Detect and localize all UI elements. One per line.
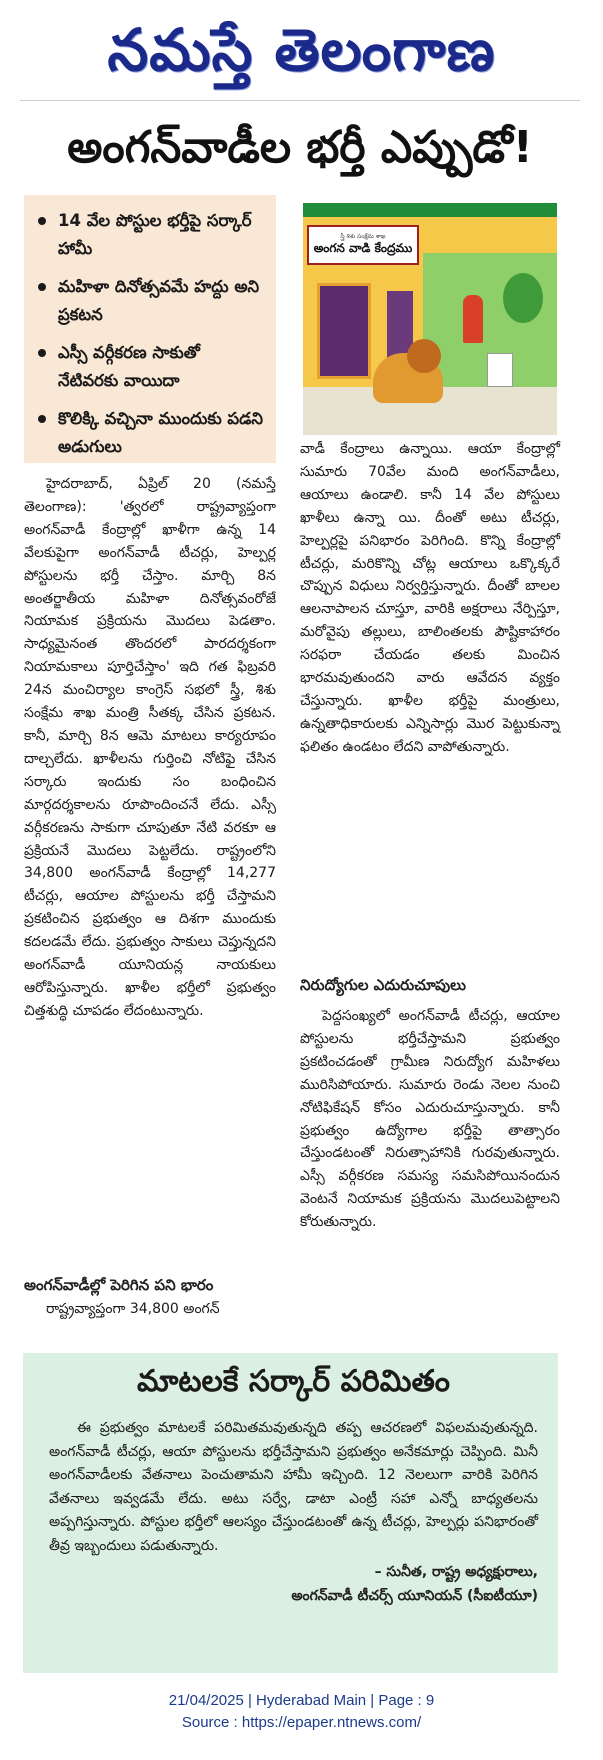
signboard-small-text: స్త్రీ శిశు సంక్షేమ శాఖ (340, 232, 386, 240)
quote-attribution (49, 1560, 538, 1608)
right-column (300, 438, 560, 759)
article-paragraph: పెద్దసంఖ్యలో అంగన్‌వాడీ టీచర్లు, ఆయాల పోస్టులను భర్తీచేస్తామని ప్రభుత్వం ప్రకటించడంతో గ్రామీణ నిరుద్యోగ మహిళలు మురిసిపోయారు. సుమారు రెండు నెలల నుంచి నోటిఫికేషన్ కోసం ఎదురుచూస్తున్నారు. కానీ ప్రభుత్వం ఉద్యోగాల భర్తీపై తాత్సారం చేస్తుండటంతో నిరుత్సాహానికి గురవుతున్నారు. ఎస్సీ వర్గీకరణ సమస్య సమసిపోయినందున వెంటనే నియామక ప్రక్రియను మొదలుపెట్టాలని కోరుతున్నారు. (300, 1008, 560, 1231)
newspaper-logo: నమస్తే తెలంగాణ (107, 16, 496, 84)
headline-block (20, 108, 580, 188)
article-paragraph: వాడీ కేంద్రాలు ఉన్నాయి. ఆయా కేంద్రాల్లో సుమారు 70వేల మంది అంగన్‌వాడీలు, ఆయాలు ఉండాలి. కానీ 14 వేల పోస్టులు ఖాళీలు ఉన్నా యి. దీంతో అటు టీచర్లు, హెల్పర్లపై పనిభారం పెరిగింది. కొన్ని కేంద్రాల్లో టీచర్లు, మరికొన్ని చోట్ల ఆయాలు ఒక్కొక్కరే చొప్పున విధులు నిర్వర్తిస్తున్నారు. దీంతో బాలల ఆలనాపాలన చూస్తూ, వారికి అక్షరాలు నేర్పిస్తూ, మరోవైపు తల్లులు, బాలింతలకు పౌష్టికాహారం సరఫరా చేయడం తలకు మించిన భారమవుతుందని వారు ఆవేదన వ్యక్తం చేస్తున్నారు. ఖాళీల భర్తీపై మంత్రులు, ఉన్నతాధికారులకు ఎన్నిసార్లు మొర పెట్టుకున్నా ఫలితం ఉండటం లేదని వాపోతున్నారు. (300, 441, 560, 755)
bullet-icon (38, 415, 46, 423)
masthead (0, 0, 603, 100)
page-footer (0, 1690, 603, 1734)
bullet-icon (38, 283, 46, 291)
source-link[interactable]: Source : https://epaper.ntnews.com/ (181, 1714, 422, 1731)
quote-box-title: మాటలకే సర్కార్ పరిమితం (137, 1364, 450, 1399)
divider (20, 100, 580, 101)
bullet-icon (38, 349, 46, 357)
highlight-item (36, 207, 264, 263)
highlights-box (24, 195, 276, 463)
highlight-text: మహిళా దినోత్సవమే హద్దు అని ప్రకటన (58, 277, 260, 324)
highlight-text: 14 వేల పోస్టుల భర్తీపై సర్కార్ హామీ (58, 211, 252, 258)
highlight-text: కొలిక్కి వచ్చినా ముందుకు పడని అడుగులు (58, 409, 263, 456)
center-signboard (307, 225, 419, 265)
highlight-item (36, 339, 264, 395)
highlight-text: ఎస్సీ వర్గీకరణ సాకుతో నేటివరకు వాయిదా (58, 343, 200, 390)
article-paragraph: రాష్ట్రవ్యాప్తంగా 34,800 అంగన్ (46, 1301, 220, 1317)
signboard-title: అంగన వాడి కేంద్రము (313, 240, 413, 255)
highlight-item (36, 405, 264, 461)
attribution-organization: అంగన్‌వాడీ టీచర్స్ యూనియన్ (సీఐటీయూ) (291, 1588, 538, 1604)
left-column (24, 473, 276, 1023)
highlight-item (36, 273, 264, 329)
quote-box-text (49, 1417, 538, 1558)
edition-info: 21/04/2025 | Hyderabad Main | Page : 9 (168, 1692, 435, 1709)
right-column-continued (300, 1005, 560, 1234)
attribution-name: – సునీత, రాష్ట్ర అధ్యక్షురాలు, (374, 1564, 538, 1580)
quote-box (23, 1353, 558, 1673)
subheading-workload: అంగన్‌వాడీల్లో పెరిగిన పని భారం (24, 1276, 214, 1294)
subheading-unemployed: నిరుద్యోగుల ఎదురుచూపులు (300, 976, 466, 994)
article-paragraph: హైదరాబాద్, ఏప్రిల్ 20 (నమస్తే తెలంగాణ): 'త్వరలో రాష్ట్రవ్యాప్తంగా అంగన్‌వాడీ కేంద్రాల్లో ఖాళీగా ఉన్న 14 వేలకుపైగా అంగన్‌వాడీ టీచర్లు, హెల్పర్ల పోస్టులను భర్తీ చేస్తాం. మార్చి 8న అంతర్జాతీయ మహిళా దినోత్సవంరోజే నియామక ప్రక్రియను మొదలు పెడతాం. సాధ్యమైనంత తొందరలో పారదర్శకంగా నియామకాలు పూర్తిచేస్తాం' ఇది గత ఫిబ్రవరి 24న మంచిర్యాల కాంగ్రెస్ సభలో స్త్రీ, శిశు సంక్షేమ శాఖ మంత్రి సీతక్క చేసిన ప్రకటన. కానీ, మార్చి 8న ఆమె మాటలు కార్యరూపం దాల్చలేదు. ఖాళీలను గుర్తించి నోటిఫై చేసిన సర్కారు ఇందుకు సం బంధించిన మార్గదర్శకాలను రూపొందించనే లేదు. ఎస్సీ వర్గీకరణను సాకుగా చూపుతూ నేటి వరకూ ఆ ప్రక్రియనే మొదలు పెట్టలేదు. రాష్ట్రంలోని 34,800 అంగన్‌వాడీ కేంద్రాల్లో 14,277 టీచర్లు, ఆయాల పోస్టులను భర్తీ చేస్తామని ప్రకటించిన ప్రభుత్వం ఆ దిశగా ముందుకు కదలడమే లేదు. ప్రభుత్వం సాకులు చెప్తున్నదని అంగన్‌వాడీ యూనియన్ల నాయకులు ఆరోపిస్తున్నారు. ఖాళీల భర్తీలో ప్రభుత్వం చిత్తశుద్ధి చూపడం లేదంటున్నారు. (24, 476, 276, 1019)
article-headline: అంగన్‌వాడీల భర్తీ ఎప్పుడో! (67, 121, 533, 173)
anganwadi-photo (303, 203, 557, 435)
quote-text: ఈ ప్రభుత్వం మాటలకే పరిమితమవుతున్నది తప్ప ఆచరణలో విఫలమవుతున్నది. అంగన్‌వాడీ టీచర్లు, ఆయా పోస్టులను భర్తీచేస్తామని ప్రభుత్వం అనేకమార్లు చెప్పింది. మినీ అంగన్‌వాడీలకు వేతనాలు పెంచుతామని హామీ ఇచ్చింది. 12 నెలలుగా వారికి పెరిగిన వేతనాలు ఇవ్వడమే లేదు. అటు సర్వే, డాటా ఎంట్రీ సహా ఎన్నో బాధ్యతలను అప్పగిస్తున్నారు. పోస్టుల భర్తీలో ఆలస్యం చేస్తుండటంతో ఉన్న టీచర్లు, హెల్పర్లు పనిభారంతో తీవ్ర ఇబ్బందులు పడుతున్నారు. (49, 1420, 538, 1554)
bullet-icon (38, 217, 46, 225)
left-column-continued (24, 1298, 276, 1321)
